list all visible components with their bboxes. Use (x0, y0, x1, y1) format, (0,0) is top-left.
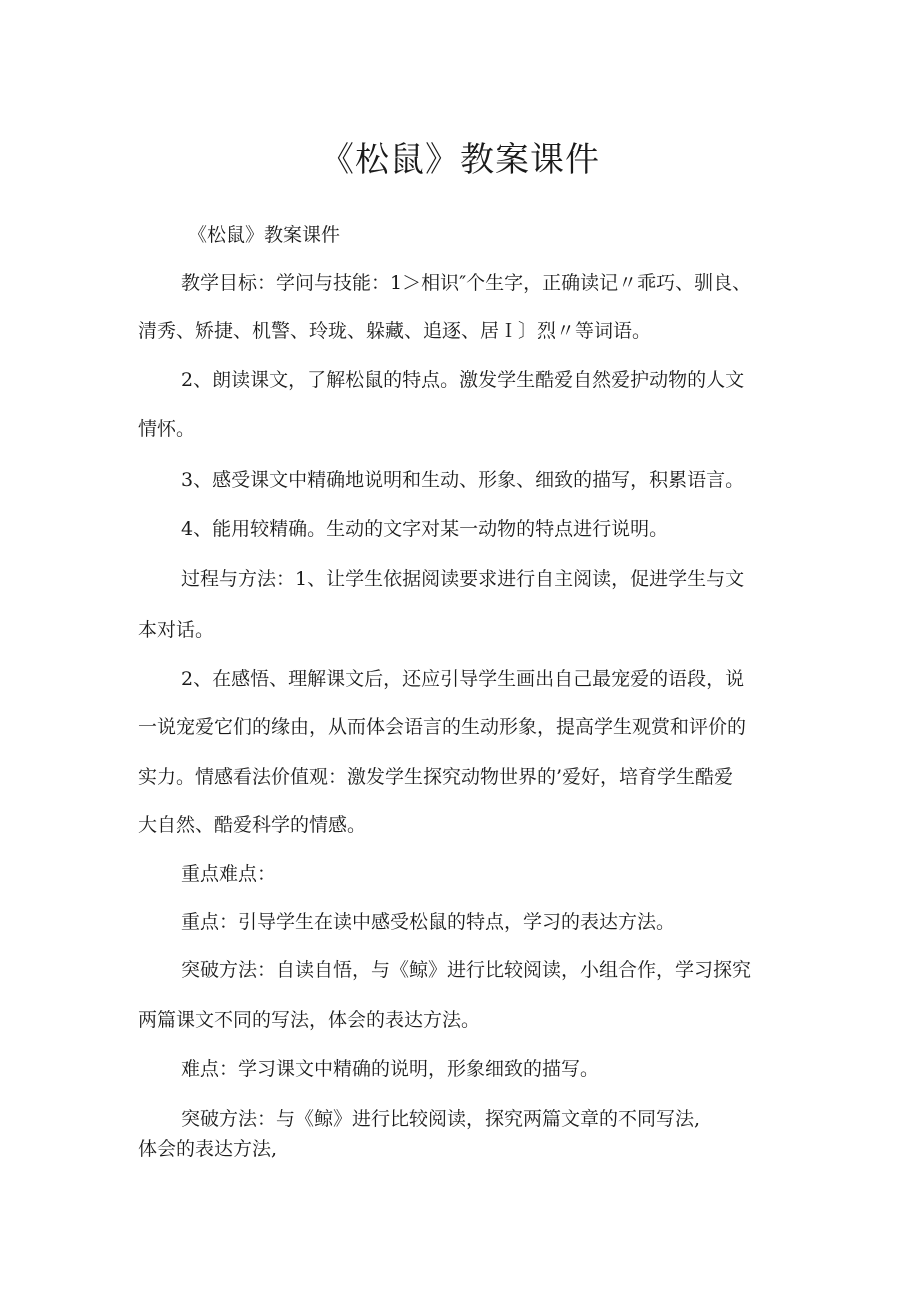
text-line: 实力。情感看法价值观：激发学生探究动物世界的’爱好，培育学生酷爱 (138, 766, 734, 788)
text-line: 过程与方法：1、让学生依据阅读要求进行自主阅读，促进学生与文 (181, 568, 745, 590)
text-line: 清秀、矫捷、机警、玲珑、躲藏、追逐、居Ｉ〕烈〃等词语。 (138, 320, 652, 342)
text-line: 《松鼠》教案课件 (188, 224, 341, 246)
text-line: 突破方法：自读自悟，与《鲸》进行比较阅读，小组合作，学习探究 (181, 959, 752, 981)
document-title: 《松鼠》教案课件 (320, 140, 600, 180)
text-line: 重点难点： (181, 863, 277, 885)
text-line: 一说宠爱它们的缘由，从而体会语言的生动形象，提高学生观赏和评价的 (138, 716, 747, 738)
text-line: 3、感受课文中精确地说明和生动、形象、细致的描写，积累语言。 (181, 469, 745, 491)
text-line: 难点：学习课文中精确的说明，形象细致的描写。 (181, 1058, 600, 1080)
text-line: 4、能用较精确。生动的文字对某一动物的特点进行说明。 (181, 518, 669, 540)
text-line: 教学目标：学问与技能：1＞相识″个生字，正确读记〃乖巧、驯良、 (181, 272, 752, 294)
text-line: 体会的表达方法, (138, 1138, 278, 1160)
text-line: 2、在感悟、理解课文后，还应引导学生画出自己最宠爱的语段，说 (181, 668, 745, 690)
text-line: 情怀。 (138, 418, 196, 440)
text-line: 两篇课文不同的写法，体会的表达方法。 (138, 1009, 481, 1031)
text-line: 2、朗读课文，了解松鼠的特点。激发学生酷爱自然爱护动物的人文 (181, 369, 745, 391)
text-line: 大自然、酷爱科学的情感。 (138, 814, 367, 836)
text-line: 突破方法：与《鲸》进行比较阅读，探究两篇文章的不同写法, (181, 1108, 701, 1130)
text-line: 本对话。 (138, 619, 215, 641)
text-line: 重点：引导学生在读中感受松鼠的特点，学习的表达方法。 (181, 911, 676, 933)
